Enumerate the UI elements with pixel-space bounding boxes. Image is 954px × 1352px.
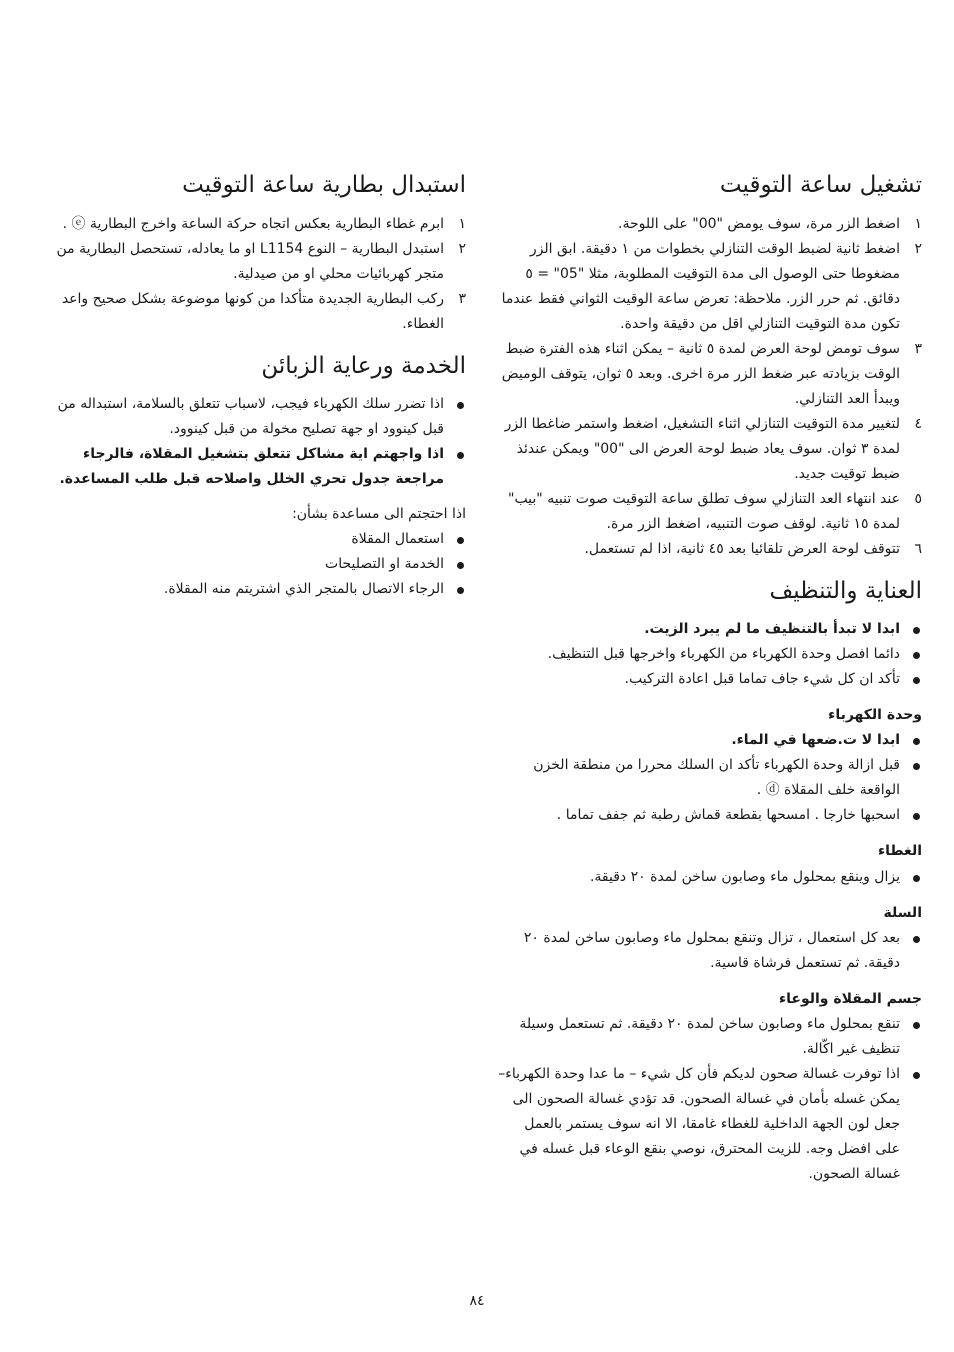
item-text: بعد كل استعمال ، تزال وتنقع بمحلول ماء وصابون ساخن لمدة ٢٠ دقيقة. ثم تستعمل فرشاة قاسية. bbox=[523, 929, 900, 971]
list-item bbox=[34, 392, 466, 442]
list-item bbox=[34, 552, 466, 577]
bullet-icon bbox=[913, 677, 920, 684]
numbered-step bbox=[34, 287, 466, 337]
timer-steps-list bbox=[497, 212, 922, 562]
list-item bbox=[497, 1062, 922, 1187]
list-item bbox=[497, 803, 922, 828]
bullet-icon bbox=[457, 452, 464, 459]
power-unit-subtitle: وحدة الكهرباء bbox=[828, 707, 922, 724]
body-list bbox=[497, 1012, 922, 1187]
step-number: ٣ bbox=[914, 340, 922, 357]
item-text: استعمال المقلاة bbox=[351, 531, 444, 548]
item-text: تأكد ان كل شيء جاف تماما قبل اعادة التركيب. bbox=[624, 671, 900, 688]
list-item bbox=[497, 1012, 922, 1062]
item-text: استبدل البطارية – النوع L1154 او ما يعادله، تستحصل البطارية من متجر كهربائيات محلي او من صيدلية. bbox=[56, 240, 444, 282]
step-number: ١ bbox=[914, 215, 922, 232]
bullet-icon bbox=[913, 1022, 920, 1029]
numbered-step bbox=[497, 212, 922, 237]
bullet-icon bbox=[913, 627, 920, 634]
list-item bbox=[497, 926, 922, 976]
service-list bbox=[34, 392, 466, 492]
body-subtitle: جسم المقلاة والوعاء bbox=[779, 990, 922, 1007]
numbered-step bbox=[34, 212, 466, 237]
numbered-step bbox=[497, 337, 922, 412]
timer-section-title: تشغيل ساعة التوقيت bbox=[719, 172, 922, 198]
battery-section-title: استبدال بطارية ساعة التوقيت bbox=[182, 172, 466, 198]
item-text: اذا واجهتم اية مشاكل تتعلق بتشغيل المقلاة، فالرجاء مراجعة جدول تحري الخلل واصلاحه قبل طلب المساعدة. bbox=[59, 446, 444, 488]
service-section-title: الخدمة ورعاية الزبائن bbox=[261, 352, 466, 379]
item-text: اذا تضرر سلك الكهرباء فيجب، لاسباب تتعلق بالسلامة، استبداله من قبل كينوود او جهة تصليح مخولة من قبل كينوود. bbox=[57, 396, 444, 438]
lid-subtitle: الغطاء bbox=[877, 843, 922, 860]
item-text: ابدا لا تبدأ بالتنظيف ما لم يبرد الزيت. bbox=[644, 621, 900, 638]
list-item bbox=[497, 617, 922, 642]
item-text: سوف تومض لوحة العرض لمدة ٥ ثانية – يمكن اثناء هذه الفترة ضبط الوقت بزيادته عبر ضغط الزر مرة اخرى. وبعد ٥ ثوان، يتوقف الوميض ويبدأ العد التنازلي. bbox=[501, 340, 900, 407]
item-text: دائما افصل وحدة الكهرباء من الكهرباء واخرجها قبل التنظيف. bbox=[547, 646, 900, 663]
item-text: تتوقف لوحة العرض تلقائيا بعد ٤٥ ثانية، اذا لم تستعمل. bbox=[584, 540, 900, 557]
item-text: تنقع بمحلول ماء وصابون ساخن لمدة ٢٠ دقيقة. ثم تستعمل وسيلة تنظيف غير اكّالة. bbox=[519, 1015, 900, 1057]
list-item bbox=[34, 577, 466, 602]
care-list bbox=[497, 617, 922, 692]
numbered-step bbox=[34, 237, 466, 287]
list-item bbox=[497, 667, 922, 692]
list-item bbox=[497, 728, 922, 753]
item-text: عند انتهاء العد التنازلي سوف تطلق ساعة التوقيت صوت تنبيه "بيب" لمدة ١٥ ثانية. لوقف صوت التنبيه، اضغط الزر مرة. bbox=[508, 490, 900, 532]
bullet-icon bbox=[913, 936, 920, 943]
item-text: اضغط الزر مرة، سوف يومض "00" على اللوحة. bbox=[618, 215, 900, 232]
battery-steps-list bbox=[34, 212, 466, 337]
item-text: قبل ازالة وحدة الكهرباء تأكد ان السلك محررا من منطقة الخزن الواقعة خلف المقلاة ⓓ . bbox=[533, 757, 900, 799]
step-number: ٣ bbox=[458, 290, 466, 307]
item-text: ابدا لا ت.ضعها في الماء. bbox=[731, 732, 900, 749]
basket-subtitle: السلة bbox=[883, 904, 922, 921]
right-column bbox=[497, 172, 922, 1187]
bullet-icon bbox=[913, 763, 920, 770]
numbered-step bbox=[497, 412, 922, 487]
step-number: ٥ bbox=[914, 490, 922, 507]
item-text: يزال وينقع بمحلول ماء وصابون ساخن لمدة ٢٠ دقيقة. bbox=[589, 868, 900, 885]
item-text: ركب البطارية الجديدة متأكدا من كونها موضوعة بشكل صحيح واعد الغطاء. bbox=[61, 290, 444, 332]
list-item bbox=[497, 753, 922, 803]
list-item bbox=[34, 442, 466, 492]
left-column bbox=[34, 172, 466, 602]
step-number: ٢ bbox=[914, 240, 922, 257]
item-text: اذا توفرت غسالة صحون لديكم فأن كل شيء – ما عدا وحدة الكهرباء– يمكن غسله بأمان في غسالة الصحون. قد تؤدي غسالة الصحون الى جعل لون الجهة الداخلية للغطاء غامقا، الا انه سوف يستمر بالعمل على افضل وجه. للزيت المحترق، نوصي بنقع الوعاء قبل غسله في غسالة الصحون. bbox=[498, 1065, 900, 1182]
bullet-icon bbox=[457, 587, 464, 594]
item-text: لتغيير مدة التوقيت التنازلي اثناء التشغيل، اضغط واستمر ضاغطا الزر لمدة ٣ ثوان. سوف يعاد ضبط لوحة العرض الى "00" ويمكن عندئذ ضبط توقيت جديد. bbox=[504, 415, 900, 482]
step-number: ٦ bbox=[914, 540, 922, 557]
bullet-icon bbox=[457, 402, 464, 409]
bullet-icon bbox=[457, 537, 464, 544]
step-number: ٤ bbox=[914, 415, 922, 432]
step-number: ٢ bbox=[458, 240, 466, 257]
bullet-icon bbox=[457, 562, 464, 569]
bullet-icon bbox=[913, 652, 920, 659]
bullet-icon bbox=[913, 738, 920, 745]
item-text: الخدمة او التصليحات bbox=[325, 556, 444, 573]
power-unit-list bbox=[497, 728, 922, 828]
help-intro: اذا احتجتم الى مساعدة بشأن: bbox=[292, 506, 466, 523]
bullet-icon bbox=[913, 813, 920, 820]
item-text: الرجاء الاتصال بالمتجر الذي اشتريتم منه المقلاة. bbox=[163, 581, 444, 598]
bullet-icon bbox=[913, 1072, 920, 1079]
list-item bbox=[34, 527, 466, 552]
numbered-step bbox=[497, 237, 922, 337]
numbered-step bbox=[497, 537, 922, 562]
lid-list bbox=[497, 865, 922, 890]
step-number: ١ bbox=[458, 215, 466, 232]
page-number: ٨٤ bbox=[469, 1293, 485, 1309]
item-text: اسحبها خارجا . امسحها بقطعة قماش رطبة ثم جفف تماما . bbox=[556, 807, 900, 824]
basket-list bbox=[497, 926, 922, 976]
list-item bbox=[497, 865, 922, 890]
care-section-title: العناية والتنظيف bbox=[769, 577, 922, 604]
list-item bbox=[497, 642, 922, 667]
bullet-icon bbox=[913, 875, 920, 882]
item-text: اضغط ثانية لضبط الوقت التنازلي بخطوات من ١ دقيقة. ابق الزر مضغوطا حتى الوصول الى مدة التوقيت المطلوبة، مثلا "05" = ٥ دقائق. ثم حرر الزر. ملاحظة: تعرض ساعة الوقيت الثواني فقط عندما تكون مدة التوقيت التنازلي اقل من دقيقة واحدة. bbox=[501, 240, 900, 332]
help-list bbox=[34, 527, 466, 602]
numbered-step bbox=[497, 487, 922, 537]
item-text: ابرم غطاء البطارية بعكس اتجاه حركة الساعة واخرج البطارية ⓔ . bbox=[62, 215, 444, 232]
